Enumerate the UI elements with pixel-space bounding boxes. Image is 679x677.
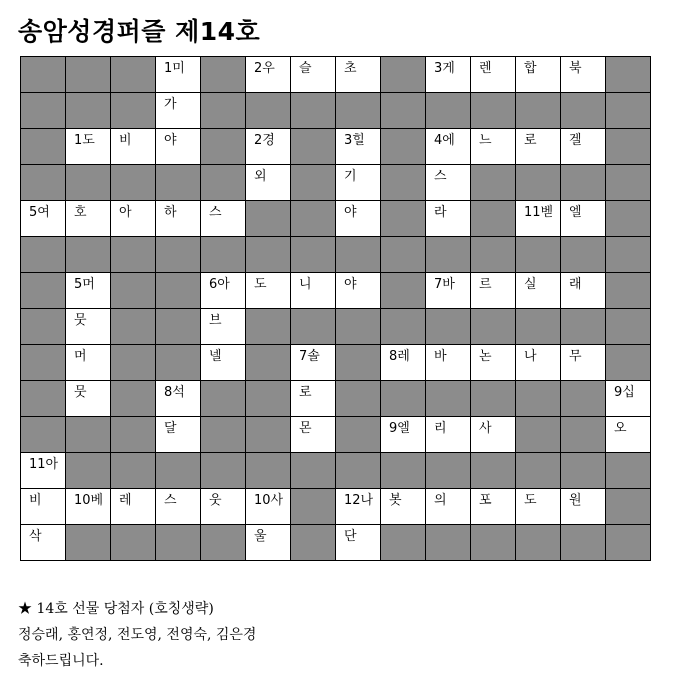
letter-cell bbox=[426, 129, 471, 165]
letter-cell bbox=[291, 57, 336, 93]
blocked-cell bbox=[246, 417, 291, 453]
letter-cell bbox=[201, 309, 246, 345]
blocked-cell bbox=[201, 237, 246, 273]
blocked-cell bbox=[111, 525, 156, 561]
cell-text: 레 bbox=[119, 493, 132, 508]
letter-cell bbox=[561, 489, 606, 525]
grid-row bbox=[21, 237, 651, 273]
blocked-cell bbox=[21, 345, 66, 381]
letter-cell bbox=[66, 201, 111, 237]
letter-cell bbox=[156, 489, 201, 525]
blocked-cell bbox=[246, 93, 291, 129]
cell-text: 니 bbox=[299, 277, 312, 292]
winners-heading: ★ 14호 선물 당첨자 (호칭생략) bbox=[18, 601, 214, 617]
letter-cell bbox=[381, 417, 426, 453]
blocked-cell bbox=[156, 453, 201, 489]
blocked-cell bbox=[21, 165, 66, 201]
letter-cell bbox=[561, 57, 606, 93]
letter-cell bbox=[516, 345, 561, 381]
letter-cell bbox=[246, 129, 291, 165]
cell-text: 래 bbox=[569, 277, 582, 292]
letter-cell bbox=[291, 273, 336, 309]
letter-cell bbox=[471, 273, 516, 309]
cell-text: 도 bbox=[524, 493, 537, 508]
blocked-cell bbox=[21, 93, 66, 129]
blocked-cell bbox=[21, 237, 66, 273]
letter-cell bbox=[426, 57, 471, 93]
blocked-cell bbox=[201, 93, 246, 129]
grid-row bbox=[21, 453, 651, 489]
grid-row bbox=[21, 201, 651, 237]
blocked-cell bbox=[471, 201, 516, 237]
letter-cell bbox=[471, 129, 516, 165]
blocked-cell bbox=[111, 165, 156, 201]
congratulations-text: 축하드립니다. bbox=[18, 653, 104, 669]
letter-cell bbox=[426, 345, 471, 381]
cell-text: 렌 bbox=[479, 61, 492, 76]
cell-text: 스 bbox=[434, 169, 447, 184]
cell-text: 기 bbox=[344, 169, 357, 184]
letter-cell bbox=[156, 57, 201, 93]
blocked-cell bbox=[66, 453, 111, 489]
grid-row bbox=[21, 417, 651, 453]
cell-text: 도 bbox=[254, 277, 267, 292]
cell-text: 야 bbox=[344, 205, 357, 220]
blocked-cell bbox=[111, 237, 156, 273]
letter-cell bbox=[426, 417, 471, 453]
blocked-cell bbox=[561, 309, 606, 345]
letter-cell bbox=[246, 489, 291, 525]
cell-text: 2우 bbox=[254, 61, 275, 76]
blocked-cell bbox=[471, 525, 516, 561]
blocked-cell bbox=[66, 525, 111, 561]
blocked-cell bbox=[201, 453, 246, 489]
blocked-cell bbox=[426, 309, 471, 345]
letter-cell bbox=[471, 417, 516, 453]
blocked-cell bbox=[66, 237, 111, 273]
blocked-cell bbox=[201, 381, 246, 417]
grid-row bbox=[21, 525, 651, 561]
blocked-cell bbox=[156, 273, 201, 309]
letter-cell bbox=[516, 273, 561, 309]
cell-text: 6아 bbox=[209, 277, 230, 292]
letter-cell bbox=[111, 201, 156, 237]
letter-cell bbox=[66, 309, 111, 345]
blocked-cell bbox=[426, 453, 471, 489]
cell-text: 달 bbox=[164, 421, 177, 436]
cell-text: 비 bbox=[29, 493, 42, 508]
blocked-cell bbox=[111, 381, 156, 417]
cell-text: 스 bbox=[209, 205, 222, 220]
blocked-cell bbox=[381, 237, 426, 273]
blocked-cell bbox=[156, 165, 201, 201]
letter-cell bbox=[246, 165, 291, 201]
grid-row bbox=[21, 345, 651, 381]
blocked-cell bbox=[246, 237, 291, 273]
cell-text: 호 bbox=[74, 205, 87, 220]
cell-text: 로 bbox=[299, 385, 312, 400]
grid-row bbox=[21, 165, 651, 201]
blocked-cell bbox=[381, 129, 426, 165]
blocked-cell bbox=[21, 57, 66, 93]
blocked-cell bbox=[291, 93, 336, 129]
grid-row bbox=[21, 489, 651, 525]
letter-cell bbox=[381, 489, 426, 525]
letter-cell bbox=[156, 381, 201, 417]
cell-text: 무 bbox=[569, 349, 582, 364]
blocked-cell bbox=[606, 93, 651, 129]
cell-text: 1도 bbox=[74, 133, 95, 148]
blocked-cell bbox=[606, 489, 651, 525]
blocked-cell bbox=[111, 57, 156, 93]
cell-text: 의 bbox=[434, 493, 447, 508]
letter-cell bbox=[21, 489, 66, 525]
letter-cell bbox=[516, 57, 561, 93]
blocked-cell bbox=[336, 381, 381, 417]
blocked-cell bbox=[246, 201, 291, 237]
blocked-cell bbox=[516, 309, 561, 345]
blocked-cell bbox=[426, 381, 471, 417]
cell-text: 하 bbox=[164, 205, 177, 220]
blocked-cell bbox=[246, 309, 291, 345]
cell-text: 1미 bbox=[164, 61, 185, 76]
letter-cell bbox=[426, 201, 471, 237]
blocked-cell bbox=[21, 417, 66, 453]
cell-text: 스 bbox=[164, 493, 177, 508]
winners-notice bbox=[18, 596, 256, 674]
blocked-cell bbox=[606, 165, 651, 201]
cell-text: 7솔 bbox=[299, 349, 320, 364]
winners-names: 정승래, 홍연정, 전도영, 전영숙, 김은경 bbox=[18, 627, 257, 643]
blocked-cell bbox=[606, 273, 651, 309]
letter-cell bbox=[111, 129, 156, 165]
cell-text: 11벧 bbox=[524, 205, 554, 220]
cell-text: 넬 bbox=[209, 349, 222, 364]
letter-cell bbox=[66, 489, 111, 525]
letter-cell bbox=[246, 525, 291, 561]
cell-text: 라 bbox=[434, 205, 447, 220]
letter-cell bbox=[426, 165, 471, 201]
letter-cell bbox=[426, 489, 471, 525]
blocked-cell bbox=[291, 201, 336, 237]
grid-row bbox=[21, 57, 651, 93]
letter-cell bbox=[201, 489, 246, 525]
blocked-cell bbox=[606, 345, 651, 381]
letter-cell bbox=[336, 525, 381, 561]
cell-text: 웃 bbox=[209, 493, 222, 508]
cell-text: 비 bbox=[119, 133, 132, 148]
letter-cell bbox=[336, 129, 381, 165]
letter-cell bbox=[336, 165, 381, 201]
letter-cell bbox=[111, 489, 156, 525]
blocked-cell bbox=[21, 129, 66, 165]
letter-cell bbox=[291, 417, 336, 453]
cell-text: 2경 bbox=[254, 133, 275, 148]
blocked-cell bbox=[246, 345, 291, 381]
blocked-cell bbox=[516, 381, 561, 417]
letter-cell bbox=[606, 381, 651, 417]
blocked-cell bbox=[156, 525, 201, 561]
letter-cell bbox=[201, 201, 246, 237]
blocked-cell bbox=[111, 417, 156, 453]
blocked-cell bbox=[246, 381, 291, 417]
blocked-cell bbox=[426, 237, 471, 273]
cell-text: 몬 bbox=[299, 421, 312, 436]
grid-row bbox=[21, 273, 651, 309]
grid-row bbox=[21, 93, 651, 129]
cell-text: 엘 bbox=[569, 205, 582, 220]
cell-text: 브 bbox=[209, 313, 222, 328]
cell-text: 리 bbox=[434, 421, 447, 436]
blocked-cell bbox=[471, 453, 516, 489]
cell-text: 3힐 bbox=[344, 133, 365, 148]
letter-cell bbox=[471, 489, 516, 525]
blocked-cell bbox=[381, 453, 426, 489]
cell-text: 초 bbox=[344, 61, 357, 76]
letter-cell bbox=[66, 345, 111, 381]
cell-text: 오 bbox=[614, 421, 627, 436]
cell-text: 실 bbox=[524, 277, 537, 292]
cell-text: 겔 bbox=[569, 133, 582, 148]
letter-cell bbox=[246, 57, 291, 93]
cell-text: 4에 bbox=[434, 133, 455, 148]
blocked-cell bbox=[606, 57, 651, 93]
blocked-cell bbox=[606, 453, 651, 489]
blocked-cell bbox=[471, 237, 516, 273]
cell-text: 논 bbox=[479, 349, 492, 364]
grid-row bbox=[21, 129, 651, 165]
letter-cell bbox=[156, 93, 201, 129]
cell-text: 봇 bbox=[389, 493, 402, 508]
letter-cell bbox=[156, 417, 201, 453]
letter-cell bbox=[21, 453, 66, 489]
blocked-cell bbox=[291, 129, 336, 165]
letter-cell bbox=[21, 525, 66, 561]
blocked-cell bbox=[336, 345, 381, 381]
letter-cell bbox=[246, 273, 291, 309]
blocked-cell bbox=[66, 57, 111, 93]
blocked-cell bbox=[426, 93, 471, 129]
blocked-cell bbox=[381, 309, 426, 345]
cell-text: 3게 bbox=[434, 61, 455, 76]
cell-text: 7바 bbox=[434, 277, 455, 292]
cell-text: 원 bbox=[569, 493, 582, 508]
letter-cell bbox=[291, 381, 336, 417]
blocked-cell bbox=[381, 201, 426, 237]
cell-text: 10사 bbox=[254, 493, 284, 508]
cell-text: 울 bbox=[254, 529, 267, 544]
cell-text: 느 bbox=[479, 133, 492, 148]
blocked-cell bbox=[21, 273, 66, 309]
letter-cell bbox=[516, 489, 561, 525]
blocked-cell bbox=[606, 525, 651, 561]
cell-text: 나 bbox=[524, 349, 537, 364]
letter-cell bbox=[561, 273, 606, 309]
blocked-cell bbox=[561, 165, 606, 201]
letter-cell bbox=[336, 201, 381, 237]
blocked-cell bbox=[111, 273, 156, 309]
blocked-cell bbox=[66, 93, 111, 129]
blocked-cell bbox=[471, 165, 516, 201]
cell-text: 11아 bbox=[29, 457, 59, 472]
blocked-cell bbox=[336, 417, 381, 453]
blocked-cell bbox=[291, 165, 336, 201]
letter-cell bbox=[336, 57, 381, 93]
cell-text: 8레 bbox=[389, 349, 410, 364]
blocked-cell bbox=[561, 525, 606, 561]
letter-cell bbox=[561, 201, 606, 237]
grid-row bbox=[21, 381, 651, 417]
cell-text: 가 bbox=[164, 97, 177, 112]
blocked-cell bbox=[201, 57, 246, 93]
blocked-cell bbox=[336, 93, 381, 129]
blocked-cell bbox=[111, 93, 156, 129]
cell-text: 르 bbox=[479, 277, 492, 292]
letter-cell bbox=[381, 345, 426, 381]
blocked-cell bbox=[201, 129, 246, 165]
blocked-cell bbox=[606, 129, 651, 165]
cell-text: 슬 bbox=[299, 61, 312, 76]
blocked-cell bbox=[516, 453, 561, 489]
grid-row bbox=[21, 309, 651, 345]
cell-text: 포 bbox=[479, 493, 492, 508]
blocked-cell bbox=[291, 237, 336, 273]
cell-text: 바 bbox=[434, 349, 447, 364]
blocked-cell bbox=[561, 453, 606, 489]
blocked-cell bbox=[561, 237, 606, 273]
blocked-cell bbox=[381, 57, 426, 93]
cell-text: 5여 bbox=[29, 205, 50, 220]
letter-cell bbox=[66, 381, 111, 417]
cell-text: 합 bbox=[524, 61, 537, 76]
blocked-cell bbox=[381, 93, 426, 129]
blocked-cell bbox=[381, 165, 426, 201]
blocked-cell bbox=[291, 309, 336, 345]
letter-cell bbox=[21, 201, 66, 237]
letter-cell bbox=[201, 273, 246, 309]
blocked-cell bbox=[381, 525, 426, 561]
blocked-cell bbox=[381, 381, 426, 417]
cell-text: 8석 bbox=[164, 385, 185, 400]
letter-cell bbox=[156, 129, 201, 165]
letter-cell bbox=[561, 345, 606, 381]
blocked-cell bbox=[606, 309, 651, 345]
blocked-cell bbox=[21, 381, 66, 417]
letter-cell bbox=[561, 129, 606, 165]
blocked-cell bbox=[471, 309, 516, 345]
cell-text: 10베 bbox=[74, 493, 104, 508]
blocked-cell bbox=[516, 93, 561, 129]
blocked-cell bbox=[516, 165, 561, 201]
letter-cell bbox=[426, 273, 471, 309]
blocked-cell bbox=[156, 345, 201, 381]
blocked-cell bbox=[381, 273, 426, 309]
cell-text: 삭 bbox=[29, 529, 42, 544]
blocked-cell bbox=[561, 381, 606, 417]
cell-text: 아 bbox=[119, 205, 132, 220]
cell-text: 사 bbox=[479, 421, 492, 436]
cell-text: 단 bbox=[344, 529, 357, 544]
cell-text: 뭇 bbox=[74, 385, 87, 400]
cell-text: 12나 bbox=[344, 493, 374, 508]
letter-cell bbox=[66, 129, 111, 165]
cell-text: 뭇 bbox=[74, 313, 87, 328]
blocked-cell bbox=[336, 237, 381, 273]
blocked-cell bbox=[246, 453, 291, 489]
blocked-cell bbox=[111, 309, 156, 345]
blocked-cell bbox=[426, 525, 471, 561]
cell-text: 야 bbox=[164, 133, 177, 148]
letter-cell bbox=[471, 345, 516, 381]
letter-cell bbox=[336, 489, 381, 525]
blocked-cell bbox=[561, 417, 606, 453]
blocked-cell bbox=[336, 453, 381, 489]
cell-text: 5머 bbox=[74, 277, 95, 292]
blocked-cell bbox=[336, 309, 381, 345]
letter-cell bbox=[66, 273, 111, 309]
blocked-cell bbox=[21, 309, 66, 345]
crossword-grid bbox=[20, 56, 651, 561]
blocked-cell bbox=[471, 381, 516, 417]
blocked-cell bbox=[201, 165, 246, 201]
blocked-cell bbox=[516, 237, 561, 273]
blocked-cell bbox=[111, 345, 156, 381]
letter-cell bbox=[336, 273, 381, 309]
letter-cell bbox=[156, 201, 201, 237]
cell-text: 머 bbox=[74, 349, 87, 364]
page-title: 송암성경퍼즐 제14호 bbox=[18, 17, 261, 46]
blocked-cell bbox=[606, 201, 651, 237]
cell-text: 로 bbox=[524, 133, 537, 148]
blocked-cell bbox=[561, 93, 606, 129]
blocked-cell bbox=[471, 93, 516, 129]
cell-text: 9엘 bbox=[389, 421, 410, 436]
blocked-cell bbox=[201, 525, 246, 561]
blocked-cell bbox=[156, 309, 201, 345]
cell-text: 야 bbox=[344, 277, 357, 292]
blocked-cell bbox=[516, 417, 561, 453]
blocked-cell bbox=[291, 453, 336, 489]
blocked-cell bbox=[111, 453, 156, 489]
blocked-cell bbox=[201, 417, 246, 453]
cell-text: 외 bbox=[254, 169, 267, 184]
blocked-cell bbox=[291, 525, 336, 561]
letter-cell bbox=[606, 417, 651, 453]
cell-text: 북 bbox=[569, 61, 582, 76]
blocked-cell bbox=[291, 489, 336, 525]
blocked-cell bbox=[516, 525, 561, 561]
letter-cell bbox=[291, 345, 336, 381]
blocked-cell bbox=[606, 237, 651, 273]
letter-cell bbox=[201, 345, 246, 381]
blocked-cell bbox=[66, 417, 111, 453]
letter-cell bbox=[516, 129, 561, 165]
blocked-cell bbox=[156, 237, 201, 273]
cell-text: 9십 bbox=[614, 385, 635, 400]
letter-cell bbox=[471, 57, 516, 93]
letter-cell bbox=[516, 201, 561, 237]
blocked-cell bbox=[66, 165, 111, 201]
